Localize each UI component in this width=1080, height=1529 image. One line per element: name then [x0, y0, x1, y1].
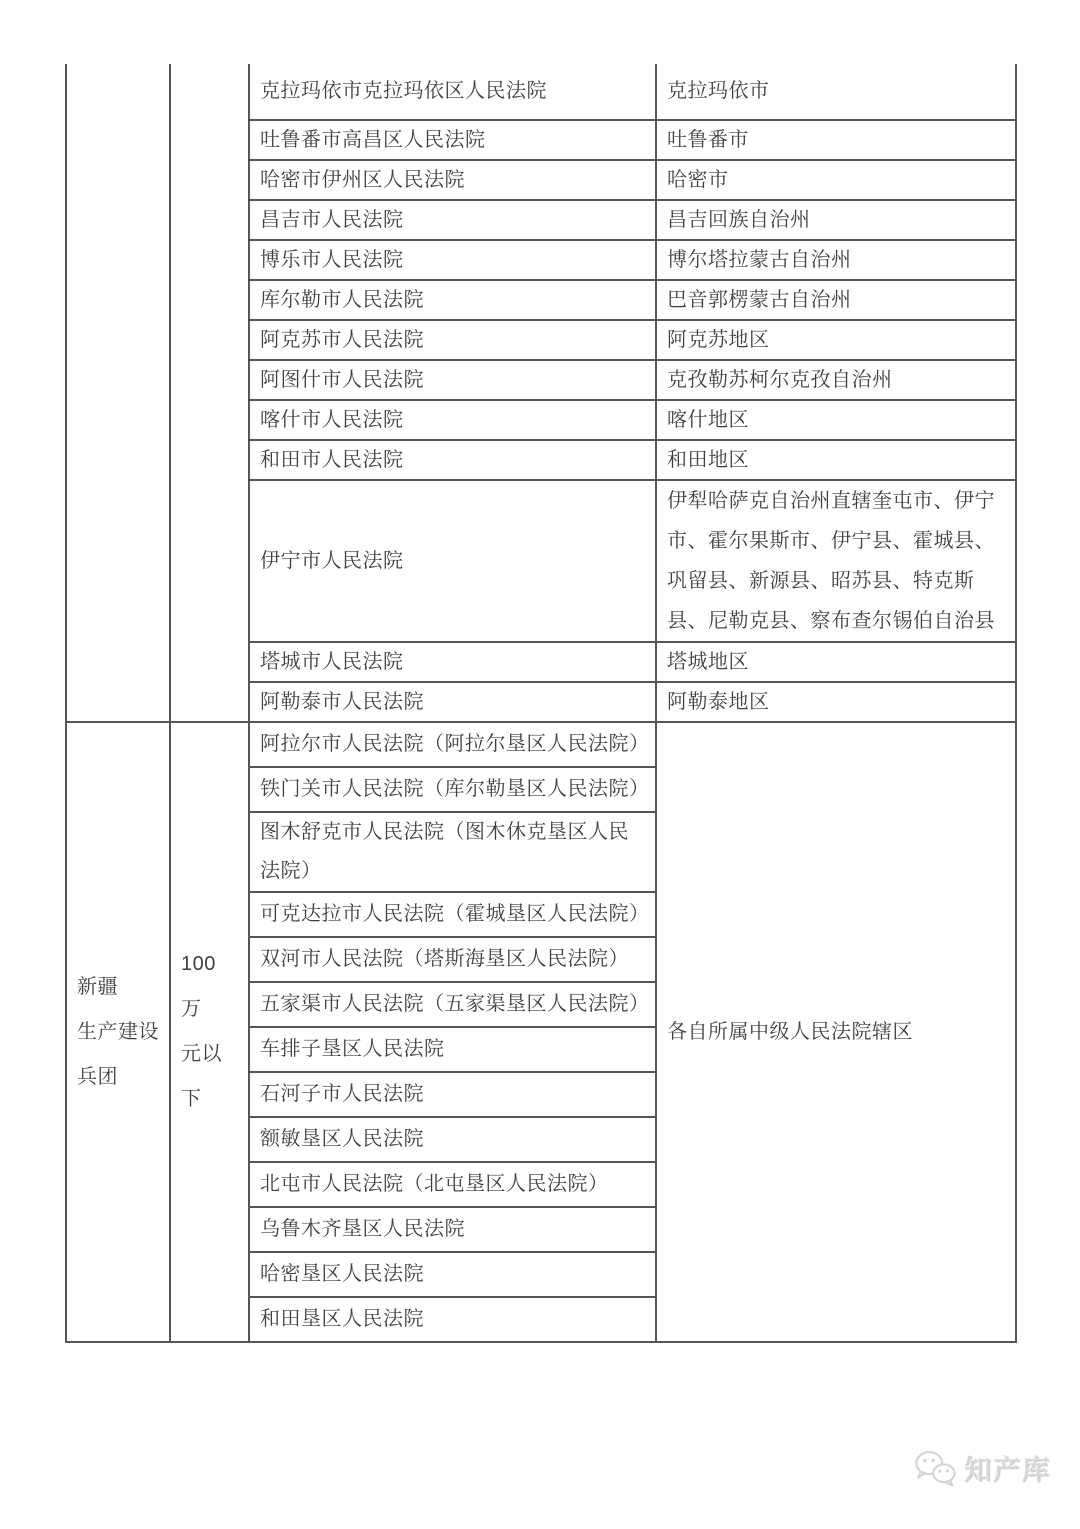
court-cell: 图木舒克市人民法院（图木休克垦区人民法院） [249, 812, 656, 892]
jurisdiction-cell: 克拉玛依市 [656, 64, 1016, 120]
court-cell: 和田市人民法院 [249, 440, 656, 480]
wechat-icon [912, 1449, 958, 1487]
region-cell-empty [66, 64, 170, 722]
court-cell: 阿克苏市人民法院 [249, 320, 656, 360]
jurisdiction-cell: 昌吉回族自治州 [656, 200, 1016, 240]
jurisdiction-cell: 塔城地区 [656, 642, 1016, 682]
court-cell: 库尔勒市人民法院 [249, 280, 656, 320]
amount-line: 元以下 [181, 1043, 222, 1110]
jurisdiction-cell: 博尔塔拉蒙古自治州 [656, 240, 1016, 280]
amount-cell-empty [170, 64, 249, 722]
court-cell: 阿图什市人民法院 [249, 360, 656, 400]
jurisdiction-cell: 哈密市 [656, 160, 1016, 200]
table-row [66, 722, 1016, 767]
court-cell: 阿勒泰市人民法院 [249, 682, 656, 722]
region-line: 生产建设 [77, 1020, 159, 1043]
court-cell: 北屯市人民法院（北屯垦区人民法院） [249, 1162, 656, 1207]
court-cell: 喀什市人民法院 [249, 400, 656, 440]
jurisdiction-cell: 巴音郭楞蒙古自治州 [656, 280, 1016, 320]
court-cell: 石河子市人民法院 [249, 1072, 656, 1117]
court-cell: 双河市人民法院（塔斯海垦区人民法院） [249, 937, 656, 982]
jurisdiction-cell: 喀什地区 [656, 400, 1016, 440]
court-cell: 吐鲁番市高昌区人民法院 [249, 120, 656, 160]
court-cell: 克拉玛依市克拉玛依区人民法院 [249, 64, 656, 120]
region-cell [66, 722, 170, 1342]
court-cell: 乌鲁木齐垦区人民法院 [249, 1207, 656, 1252]
court-cell: 五家渠市人民法院（五家渠垦区人民法院） [249, 982, 656, 1027]
jurisdiction-cell-merged: 各自所属中级人民法院辖区 [656, 722, 1016, 1342]
court-cell: 额敏垦区人民法院 [249, 1117, 656, 1162]
court-cell: 昌吉市人民法院 [249, 200, 656, 240]
court-cell: 阿拉尔市人民法院（阿拉尔垦区人民法院） [249, 722, 656, 767]
brand-label: 知产库 [964, 1455, 1051, 1485]
region-line: 新疆 [77, 975, 118, 998]
court-cell: 和田垦区人民法院 [249, 1297, 656, 1342]
jurisdiction-cell: 克孜勒苏柯尔克孜自治州 [656, 360, 1016, 400]
court-jurisdiction-table [65, 64, 1017, 1343]
jurisdiction-cell: 伊犁哈萨克自治州直辖奎屯市、伊宁市、霍尔果斯市、伊宁县、霍城县、巩留县、新源县、昭苏县、特克斯县、尼勒克县、察布查尔锡伯自治县 [656, 480, 1016, 642]
court-cell: 博乐市人民法院 [249, 240, 656, 280]
table-row [66, 64, 1016, 120]
court-cell: 哈密垦区人民法院 [249, 1252, 656, 1297]
amount-line: 100 万 [181, 953, 216, 1020]
court-cell: 铁门关市人民法院（库尔勒垦区人民法院） [249, 767, 656, 812]
court-cell: 可克达拉市人民法院（霍城垦区人民法院） [249, 892, 656, 937]
amount-cell [170, 722, 249, 1342]
jurisdiction-cell: 和田地区 [656, 440, 1016, 480]
jurisdiction-cell: 阿克苏地区 [656, 320, 1016, 360]
brand-watermark [912, 1448, 1051, 1487]
court-cell: 伊宁市人民法院 [249, 480, 656, 642]
jurisdiction-cell: 阿勒泰地区 [656, 682, 1016, 722]
jurisdiction-cell: 吐鲁番市 [656, 120, 1016, 160]
court-cell: 哈密市伊州区人民法院 [249, 160, 656, 200]
court-cell: 塔城市人民法院 [249, 642, 656, 682]
region-line: 兵团 [77, 1065, 118, 1088]
court-cell: 车排子垦区人民法院 [249, 1027, 656, 1072]
